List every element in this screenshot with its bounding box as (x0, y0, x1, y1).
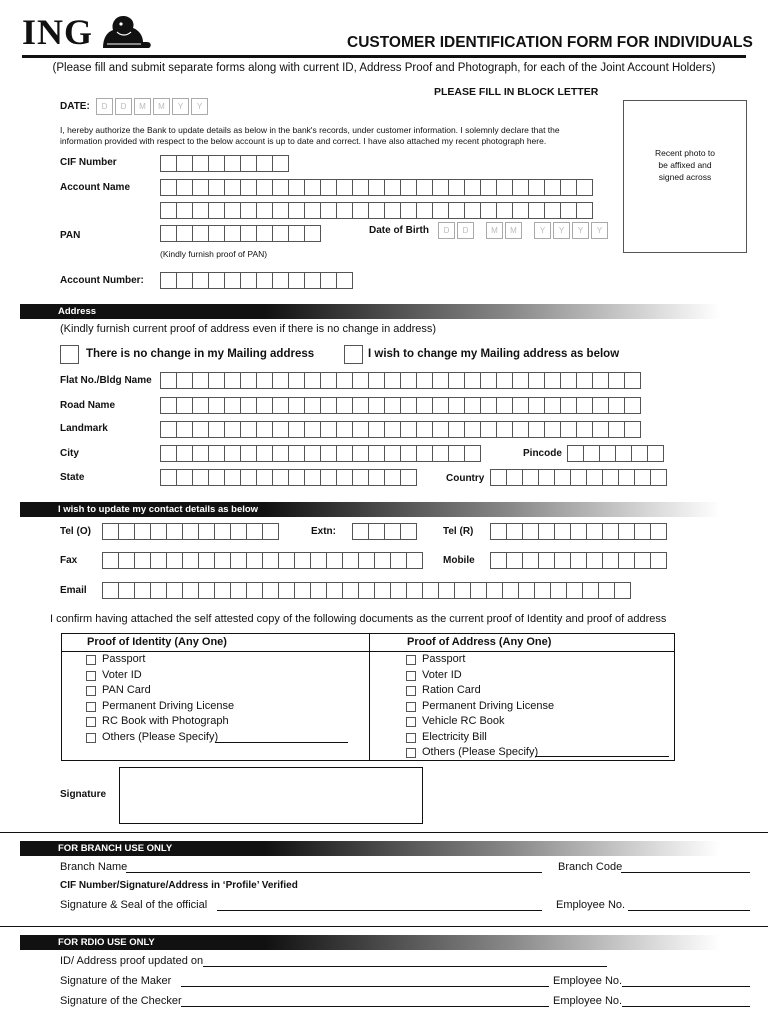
identity-others-line[interactable] (215, 742, 348, 743)
email-label: Email (60, 585, 87, 596)
address-option-label: Electricity Bill (422, 730, 487, 743)
address-section-bar: Address (20, 304, 720, 319)
address-others-line[interactable] (535, 756, 669, 757)
checker-employee-line[interactable] (622, 1006, 750, 1007)
checker-label: Signature of the Checker (60, 995, 182, 1007)
account-number-label: Account Number: (60, 275, 144, 286)
checker-line[interactable] (181, 1006, 549, 1007)
identity-option-label: RC Book with Photograph (102, 715, 229, 727)
dob-box[interactable]: M (505, 222, 522, 239)
seal-label: Signature & Seal of the official (60, 899, 208, 911)
address-option-checkbox[interactable] (406, 671, 416, 681)
dob-boxes[interactable] (438, 222, 610, 239)
maker-line[interactable] (181, 986, 549, 987)
cif-verified-label: CIF Number/Signature/Address in ‘Profile’ Verified (60, 880, 298, 891)
ing-logo (22, 12, 155, 52)
dob-label: Date of Birth (369, 225, 429, 236)
signature-label: Signature (60, 789, 107, 800)
account-name-input-1[interactable] (160, 179, 592, 196)
date-boxes[interactable] (96, 98, 210, 115)
maker-employee-label: Employee No. (553, 975, 623, 987)
dob-box[interactable]: D (457, 222, 474, 239)
branch-code-label: Branch Code (558, 861, 623, 873)
identity-option-label: Voter ID (102, 668, 142, 681)
dob-box[interactable]: D (438, 222, 455, 239)
flat-label: Flat No./Bldg Name (60, 375, 152, 386)
section-rule-2 (0, 926, 768, 927)
pan-label: PAN (60, 230, 81, 241)
mobile-input[interactable] (490, 552, 666, 569)
tel-r-label: Tel (R) (443, 526, 474, 537)
dob-box[interactable]: Y (591, 222, 608, 239)
fax-input[interactable] (102, 552, 422, 569)
address-option-label: Vehicle RC Book (422, 715, 505, 727)
no-change-label: There is no change in my Mailing address (86, 348, 315, 360)
tel-o-input[interactable] (102, 523, 278, 540)
pan-note: (Kindly furnish proof of PAN) (160, 249, 268, 259)
fax-label: Fax (60, 555, 78, 566)
date-box[interactable]: Y (172, 98, 189, 115)
extn-input[interactable] (352, 523, 416, 540)
address-option-label: Permanent Driving License (422, 699, 555, 712)
branch-section-bar: FOR BRANCH USE ONLY (20, 841, 720, 856)
address-option-label: Passport (422, 653, 466, 665)
road-label: Road Name (60, 400, 116, 411)
date-box[interactable]: M (134, 98, 151, 115)
lion-logo-icon (97, 12, 155, 52)
mobile-label: Mobile (443, 555, 475, 566)
logo-text: ING (22, 12, 94, 52)
country-input[interactable] (490, 469, 666, 486)
date-box[interactable]: D (96, 98, 113, 115)
proof-updated-label: ID/ Address proof updated on (60, 955, 204, 967)
header-rule (22, 55, 746, 58)
account-number-input[interactable] (160, 272, 352, 289)
identity-option-checkbox[interactable] (86, 702, 96, 712)
city-input[interactable] (160, 445, 480, 462)
photo-box[interactable] (623, 100, 747, 253)
email-input[interactable] (102, 582, 630, 599)
branch-employee-line[interactable] (628, 910, 750, 911)
identity-option-checkbox[interactable] (86, 717, 96, 727)
date-box[interactable]: Y (191, 98, 208, 115)
branch-name-line[interactable] (126, 872, 542, 873)
landmark-label: Landmark (60, 423, 108, 434)
branch-employee-label: Employee No. (556, 899, 626, 911)
date-label: DATE: (60, 101, 90, 112)
checker-employee-label: Employee No. (553, 995, 623, 1007)
maker-employee-line[interactable] (622, 986, 750, 987)
dob-box[interactable]: Y (534, 222, 551, 239)
address-option-checkbox[interactable] (406, 655, 416, 665)
proof-updated-line[interactable] (203, 966, 607, 967)
pincode-label: Pincode (523, 448, 562, 459)
cif-label: CIF Number (60, 157, 117, 168)
pan-input[interactable] (160, 225, 320, 242)
address-option-label: Ration Card (422, 684, 481, 696)
account-name-input-2[interactable] (160, 202, 592, 219)
contact-section-bar: I wish to update my contact details as below (20, 502, 720, 517)
no-change-checkbox[interactable] (60, 345, 79, 364)
address-option-checkbox[interactable] (406, 733, 416, 743)
identity-option-label: Permanent Driving License (102, 699, 235, 712)
identity-option-label: Others (Please Specify) (102, 730, 219, 743)
address-option-label: Others (Please Specify) (422, 746, 539, 758)
address-option-checkbox[interactable] (406, 686, 416, 696)
address-option-checkbox[interactable] (406, 748, 416, 758)
dob-box[interactable]: M (486, 222, 503, 239)
cif-input[interactable] (160, 155, 288, 172)
documents-table-divider (369, 634, 370, 760)
address-header: Proof of Address (Any One) (407, 636, 552, 648)
form-title: CUSTOMER IDENTIFICATION FORM FOR INDIVIDUALS (347, 34, 753, 51)
tel-o-label: Tel (O) (60, 526, 91, 537)
date-box[interactable]: M (153, 98, 170, 115)
signature-box[interactable] (119, 767, 423, 824)
road-input[interactable] (160, 397, 640, 414)
identity-option-checkbox[interactable] (86, 686, 96, 696)
branch-name-label: Branch Name (60, 861, 128, 873)
dob-box[interactable]: Y (572, 222, 589, 239)
documents-confirm-text: I confirm having attached the self attested copy of the following documents as the current proof of Identity and proof of address (50, 613, 667, 625)
block-letter-note: PLEASE FILL IN BLOCK LETTER (434, 86, 599, 98)
address-note: (Kindly furnish current proof of address even if there is no change in address) (60, 323, 437, 335)
identity-header: Proof of Identity (Any One) (87, 636, 227, 648)
section-rule (0, 832, 768, 833)
form-subtitle: (Please fill and submit separate forms along with current ID, Address Proof and Photograph, for each of the Joint Account Holders) (52, 62, 716, 74)
identity-option-checkbox[interactable] (86, 733, 96, 743)
branch-code-line[interactable] (621, 872, 750, 873)
state-input[interactable] (160, 469, 416, 486)
dob-box[interactable]: Y (553, 222, 570, 239)
documents-table-header-rule (62, 651, 674, 652)
address-option-checkbox[interactable] (406, 702, 416, 712)
identity-option-label: PAN Card (102, 684, 151, 696)
address-option-checkbox[interactable] (406, 717, 416, 727)
photo-instructions: Recent photo to be affixed and signed across (654, 148, 715, 182)
city-label: City (60, 448, 79, 459)
account-name-label: Account Name (60, 182, 131, 193)
change-address-label: I wish to change my Mailing address as below (368, 348, 620, 360)
declaration-text: I, hereby authorize the Bank to update details as below in the bank's records, under customer information. I solemnly declare that the information provided with respect to the below account is up to date and correct. I have also attached my recent photograph here. (60, 125, 560, 146)
identity-option-checkbox[interactable] (86, 671, 96, 681)
change-address-checkbox[interactable] (344, 345, 363, 364)
landmark-input[interactable] (160, 421, 640, 438)
flat-input[interactable] (160, 372, 640, 389)
maker-label: Signature of the Maker (60, 975, 172, 987)
identity-option-label: Passport (102, 653, 146, 665)
rdio-section-bar: FOR RDIO USE ONLY (20, 935, 720, 950)
country-label: Country (446, 473, 485, 484)
tel-r-input[interactable] (490, 523, 666, 540)
pincode-input[interactable] (567, 445, 663, 462)
seal-line[interactable] (217, 910, 542, 911)
date-box[interactable]: D (115, 98, 132, 115)
extn-label: Extn: (311, 526, 336, 537)
address-option-label: Voter ID (422, 668, 462, 681)
identity-option-checkbox[interactable] (86, 655, 96, 665)
state-label: State (60, 472, 85, 483)
